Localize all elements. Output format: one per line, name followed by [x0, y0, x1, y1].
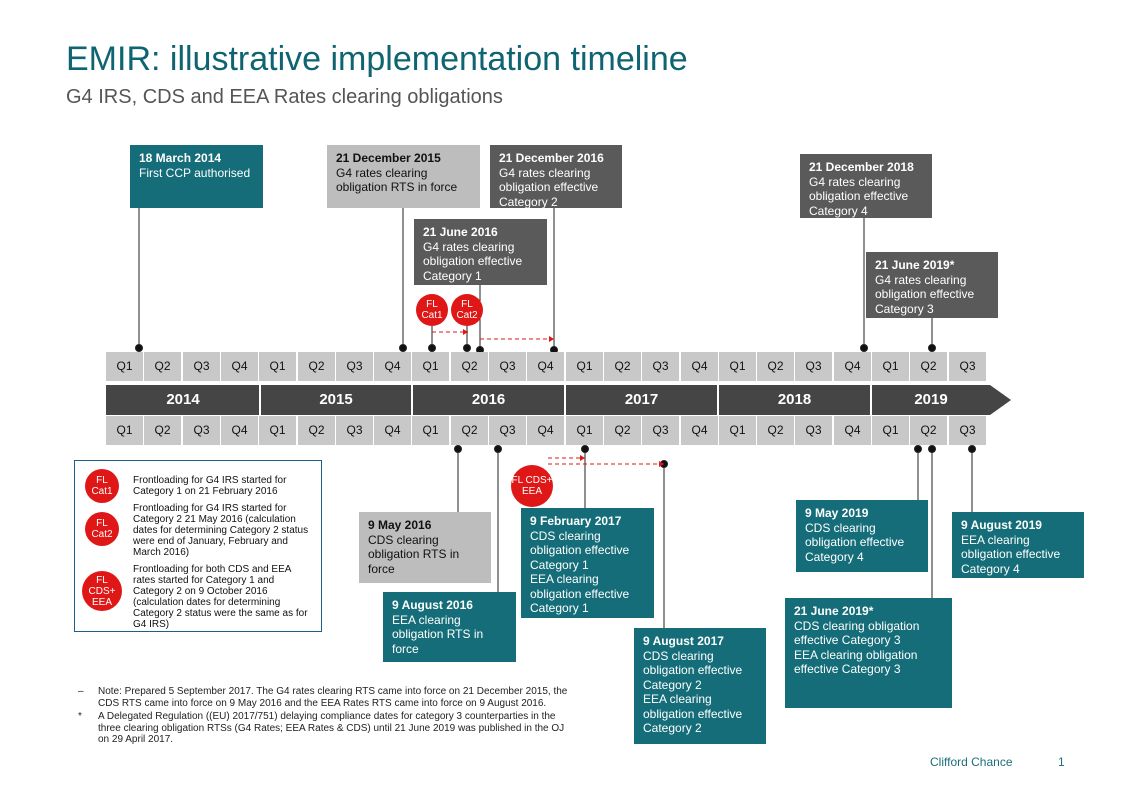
event-text: Category 4	[809, 203, 868, 218]
quarter-cell: Q2	[298, 352, 335, 381]
event-cds-cat4	[796, 500, 928, 572]
event-text: CDS clearing	[643, 648, 714, 663]
event-text: EEA clearing	[961, 532, 1030, 547]
quarter-cell: Q1	[106, 416, 143, 445]
event-g4-cat3	[866, 252, 998, 318]
quarter-cell: Q2	[451, 416, 488, 445]
event-date: 18 March 2014	[139, 151, 222, 165]
event-text: Category 2	[499, 194, 558, 209]
event-text: obligation effective	[423, 254, 523, 268]
event-text: obligation effective	[643, 706, 743, 721]
event-text: CDS clearing obligation	[794, 618, 920, 633]
fl-cat1-marker: FL Cat1	[416, 294, 448, 326]
quarter-cell: Q2	[451, 352, 488, 381]
quarter-cell: Q1	[566, 352, 603, 381]
event-text: obligation RTS in force	[336, 180, 458, 194]
event-text: obligation effective	[530, 586, 630, 601]
year-label-2015: 2015	[319, 391, 353, 408]
legend-text-cds-eea: Frontloading for both CDS and EEA rates started for Category 1 and Category 2 on 9 October 2016 (calculation dates for determining Category 2 status were the same as for G4 IRS)	[133, 564, 308, 630]
event-text: obligation effective	[875, 287, 975, 301]
quarter-cell: Q4	[681, 352, 718, 381]
event-text: G4 rates clearing	[499, 165, 591, 180]
quarter-cell: Q4	[681, 416, 718, 445]
event-text: EEA clearing obligation	[794, 647, 918, 662]
event-eea-rts	[383, 592, 516, 662]
quarter-cell: Q1	[566, 416, 603, 445]
quarter-cell: Q4	[834, 416, 871, 445]
year-label-2019: 2019	[914, 391, 948, 408]
footer-company: Clifford Chance	[930, 755, 1013, 769]
event-text: G4 rates clearing	[336, 165, 428, 180]
event-g4-cat2	[490, 145, 622, 208]
quarter-cell: Q1	[872, 416, 909, 445]
quarter-cell: Q3	[183, 416, 220, 445]
event-g4-cat1	[414, 219, 547, 285]
quarter-cell: Q2	[604, 416, 641, 445]
event-text: Category 2	[643, 721, 702, 735]
event-text: EEA clearing	[392, 612, 461, 627]
quarter-cell: Q2	[298, 416, 335, 445]
event-cds-eea-cat1	[521, 508, 654, 618]
quarter-cell: Q3	[642, 416, 679, 445]
event-text: obligation effective	[530, 543, 630, 557]
event-cds-eea-cat3	[785, 598, 952, 708]
quarter-cell: Q4	[374, 416, 411, 445]
event-date: 21 June 2019*	[875, 258, 955, 272]
quarter-cell: Q1	[259, 416, 296, 445]
event-text: Category 3	[875, 301, 934, 316]
fl-cds-eea-marker: FL CDS+ EEA	[511, 465, 553, 507]
quarter-cell: Q1	[719, 416, 756, 445]
event-text: Category 4	[961, 561, 1020, 576]
event-text: obligation effective	[643, 663, 743, 677]
event-text: First CCP authorised	[139, 165, 251, 180]
notes	[78, 686, 578, 748]
quarter-cell: Q3	[642, 352, 679, 381]
event-text: G4 rates clearing	[875, 272, 967, 287]
event-date: 21 December 2015	[336, 151, 441, 165]
year-label-2018: 2018	[777, 391, 812, 408]
note-item: – Note: Prepared 5 September 2017. The G4 rates clearing RTS came into force on 21 December 2015, the CDS RTS came into force on 9 May 2016 and the EEA Rates RTS came into force on 9 August 2016.	[78, 686, 568, 709]
quarter-cell: Q3	[489, 352, 526, 381]
quarter-cell: Q2	[757, 352, 794, 381]
event-text: CDS clearing	[368, 532, 439, 547]
quarter-cell: Q3	[489, 416, 526, 445]
quarter-cell: Q1	[412, 352, 449, 381]
event-g4-cat4	[800, 154, 932, 218]
quarter-cell: Q4	[221, 416, 258, 445]
quarter-cell: Q2	[144, 352, 181, 381]
quarter-cell: Q3	[795, 352, 832, 381]
event-text: obligation effective	[961, 547, 1061, 561]
event-date: 9 August 2017	[643, 634, 724, 648]
event-text: obligation effective	[805, 535, 905, 549]
event-date: 21 December 2018	[809, 160, 914, 174]
legend-badge-cat2: FL Cat2	[85, 512, 119, 546]
quarter-cell: Q4	[221, 352, 258, 381]
quarter-cell: Q1	[872, 352, 909, 381]
year-label-2014: 2014	[166, 391, 200, 408]
event-date: 9 May 2016	[368, 518, 432, 532]
event-date: 9 February 2017	[530, 514, 622, 528]
quarter-cell: Q3	[795, 416, 832, 445]
note-item: * A Delegated Regulation ((EU) 2017/751) delaying compliance dates for category 3 counterparties in the three clearing obligation RTSs (G4 Rates; EEA Rates & CDS) until 21 June 2019 was published in the OJ on 29 April 2017.	[78, 711, 565, 745]
year-label-2016: 2016	[471, 391, 506, 408]
quarter-cell: Q2	[757, 416, 794, 445]
event-eea-cat4	[952, 512, 1084, 578]
footer-page-number: 1	[1058, 755, 1065, 769]
event-text: Category 4	[805, 549, 864, 564]
event-text: Category 1	[530, 557, 589, 572]
quarter-cell: Q1	[719, 352, 756, 381]
legend-badge-cds-eea: FL CDS+ EEA	[82, 571, 122, 611]
legend-text-cat2: Frontloading for G4 IRS started for Category 2 21 May 2016 (calculation dates for determining Category 2 status were end of January, February and March 2016)	[133, 503, 309, 558]
quarter-cell: Q3	[336, 416, 373, 445]
event-date: 9 August 2016	[392, 598, 473, 612]
event-date: 21 December 2016	[499, 151, 604, 165]
quarter-cell: Q4	[527, 352, 564, 381]
quarter-cell: Q3	[336, 352, 373, 381]
event-date: 9 August 2019	[961, 518, 1042, 532]
quarter-cell: Q3	[949, 352, 986, 381]
event-cds-rts	[359, 512, 491, 583]
quarter-cell: Q4	[834, 352, 871, 381]
quarter-cell: Q2	[604, 352, 641, 381]
event-text: EEA clearing	[643, 692, 712, 706]
legend	[74, 460, 322, 632]
quarter-cell: Q4	[374, 352, 411, 381]
event-text: force	[368, 561, 395, 576]
event-text: G4 rates clearing	[423, 239, 515, 254]
event-text: CDS clearing	[530, 528, 601, 543]
event-text: force	[392, 641, 419, 656]
event-g4-rts	[327, 145, 480, 208]
event-text: Category 2	[643, 677, 702, 692]
quarter-cell: Q4	[527, 416, 564, 445]
event-date: 21 June 2016	[423, 225, 498, 239]
fl-cat2-marker: FL Cat2	[451, 294, 483, 326]
event-text: obligation RTS in	[392, 627, 484, 641]
event-text: G4 rates clearing	[809, 174, 901, 189]
quarter-cell: Q3	[183, 352, 220, 381]
quarter-cell: Q1	[259, 352, 296, 381]
page-subtitle: G4 IRS, CDS and EEA Rates clearing obligations	[66, 86, 503, 108]
legend-badge-cat1: FL Cat1	[85, 469, 119, 503]
event-text: effective Category 3	[794, 662, 901, 676]
event-date: 21 June 2019*	[794, 604, 874, 618]
quarter-cell: Q2	[910, 416, 947, 445]
year-label-2017: 2017	[624, 391, 659, 408]
event-cds-eea-cat2	[634, 628, 766, 744]
event-text: obligation effective	[499, 180, 599, 194]
event-date: 9 May 2019	[805, 506, 869, 520]
quarter-cell: Q3	[949, 416, 986, 445]
event-text: effective Category 3	[794, 633, 901, 647]
event-text: CDS clearing	[805, 520, 876, 535]
event-text: Category 1	[530, 601, 589, 615]
event-text: obligation RTS in	[368, 547, 460, 561]
event-text: obligation effective	[809, 189, 909, 203]
quarter-cell: Q1	[106, 352, 143, 381]
quarter-cell: Q1	[412, 416, 449, 445]
page-title: EMIR: illustrative implementation timeline	[66, 40, 688, 78]
event-text: Category 1	[423, 268, 482, 283]
event-first-ccp	[130, 145, 263, 208]
legend-text-cat1: Frontloading for G4 IRS started for Category 1 on 21 February 2016	[133, 475, 287, 497]
event-text: EEA clearing	[530, 572, 599, 586]
quarter-cell: Q2	[910, 352, 947, 381]
quarter-cell: Q2	[144, 416, 181, 445]
